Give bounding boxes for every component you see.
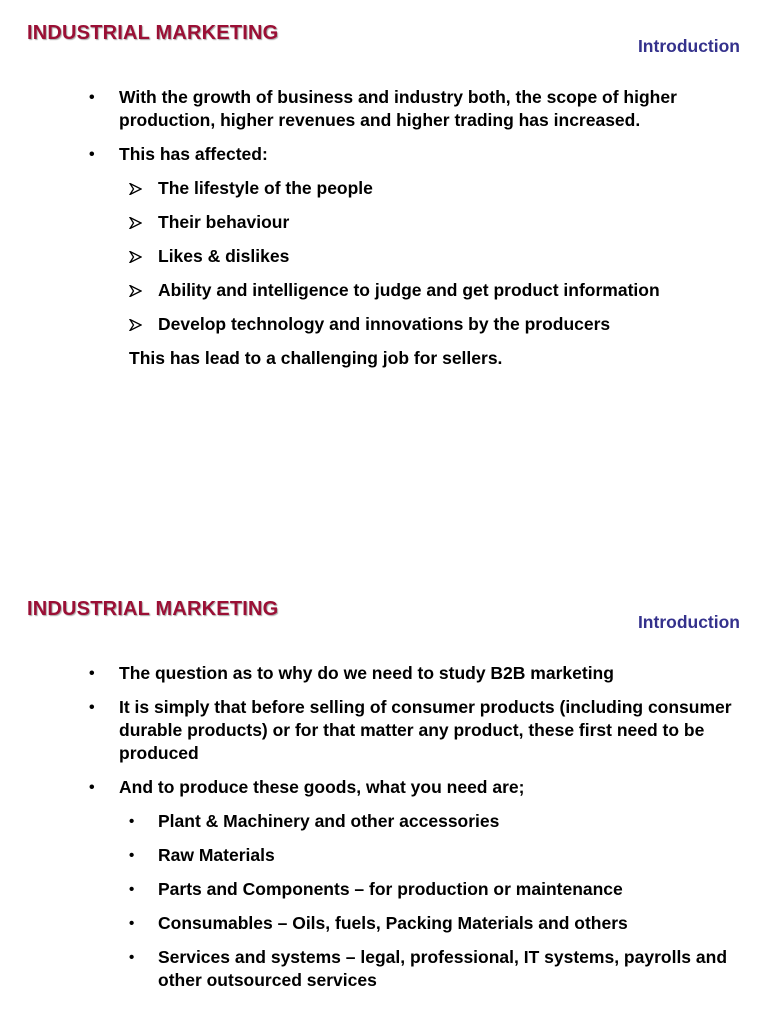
arrowhead-bullet-icon: [129, 319, 142, 331]
slide-body: [0, 662, 768, 1003]
sub-bullet-marker: •: [129, 949, 135, 966]
bullet-item: [0, 662, 768, 685]
bullet-text: This has affected:: [119, 144, 268, 164]
arrowhead-bullet-icon: [129, 285, 142, 297]
sub-bullet-text: Ability and intelligence to judge and get product information: [158, 280, 660, 300]
sub-bullet-item: [0, 810, 768, 833]
bullet-text: It is simply that before selling of consumer products (including consumer durable products) or for that matter any product, these first need to be produced: [119, 697, 732, 763]
section-label: Introduction: [637, 612, 740, 632]
sub-bullet-text: Their behaviour: [158, 212, 290, 232]
bullet-text: And to produce these goods, what you need are;: [119, 777, 525, 797]
bullet-item: [0, 776, 768, 799]
sub-bullet-text: The lifestyle of the people: [158, 178, 373, 198]
sub-bullet-text: Plant & Machinery and other accessories: [158, 811, 500, 831]
sub-bullet-text: Services and systems – legal, professional, IT systems, payrolls and other outsourced services: [158, 947, 728, 990]
bullet-list: [0, 86, 768, 336]
bullet-marker: •: [89, 146, 95, 163]
bullet-list: [0, 662, 768, 992]
bullet-marker: •: [89, 665, 95, 682]
sub-bullet-text: Develop technology and innovations by the producers: [158, 314, 611, 334]
bullet-marker: •: [89, 779, 95, 796]
arrowhead-bullet-icon: [129, 251, 142, 263]
bullet-text: With the growth of business and industry both, the scope of higher production, higher revenues and higher trading has increased.: [119, 87, 677, 130]
sub-bullet-marker: •: [129, 813, 135, 830]
sub-bullet-marker: •: [129, 881, 135, 898]
slide-title: INDUSTRIAL MARKETING: [27, 22, 279, 44]
bullet-marker: •: [89, 699, 95, 716]
arrowhead-bullet-icon: [129, 183, 142, 195]
slide-title: INDUSTRIAL MARKETING: [27, 598, 279, 620]
sub-bullet-marker: •: [129, 915, 135, 932]
closing-note: This has lead to a challenging job for sellers.: [129, 348, 503, 368]
sub-bullet-item: [0, 313, 768, 336]
sub-bullet-text: Consumables – Oils, fuels, Packing Materials and others: [158, 913, 628, 933]
slide-2: [0, 512, 768, 1024]
sub-bullet-item: [0, 245, 768, 268]
sub-bullet-text: Raw Materials: [158, 845, 275, 865]
sub-bullet-item: [0, 279, 768, 302]
bullet-text: The question as to why do we need to study B2B marketing: [119, 663, 614, 683]
sub-bullet-marker: •: [129, 847, 135, 864]
sub-bullet-item: [0, 211, 768, 234]
slide-body: [0, 86, 768, 370]
sub-bullet-item: [0, 946, 768, 992]
bullet-marker: •: [89, 89, 95, 106]
bullet-item: [0, 696, 768, 765]
arrowhead-bullet-icon: [129, 217, 142, 229]
sub-bullet-item: [0, 878, 768, 901]
section-label: Introduction: [637, 36, 740, 56]
sub-bullet-item: [0, 844, 768, 867]
sub-bullet-item: [0, 177, 768, 200]
sub-bullet-text: Likes & dislikes: [158, 246, 290, 266]
sub-bullet-text: Parts and Components – for production or maintenance: [158, 879, 623, 899]
sub-bullet-item: [0, 912, 768, 935]
bullet-item: [0, 143, 768, 166]
bullet-item: [0, 86, 768, 132]
